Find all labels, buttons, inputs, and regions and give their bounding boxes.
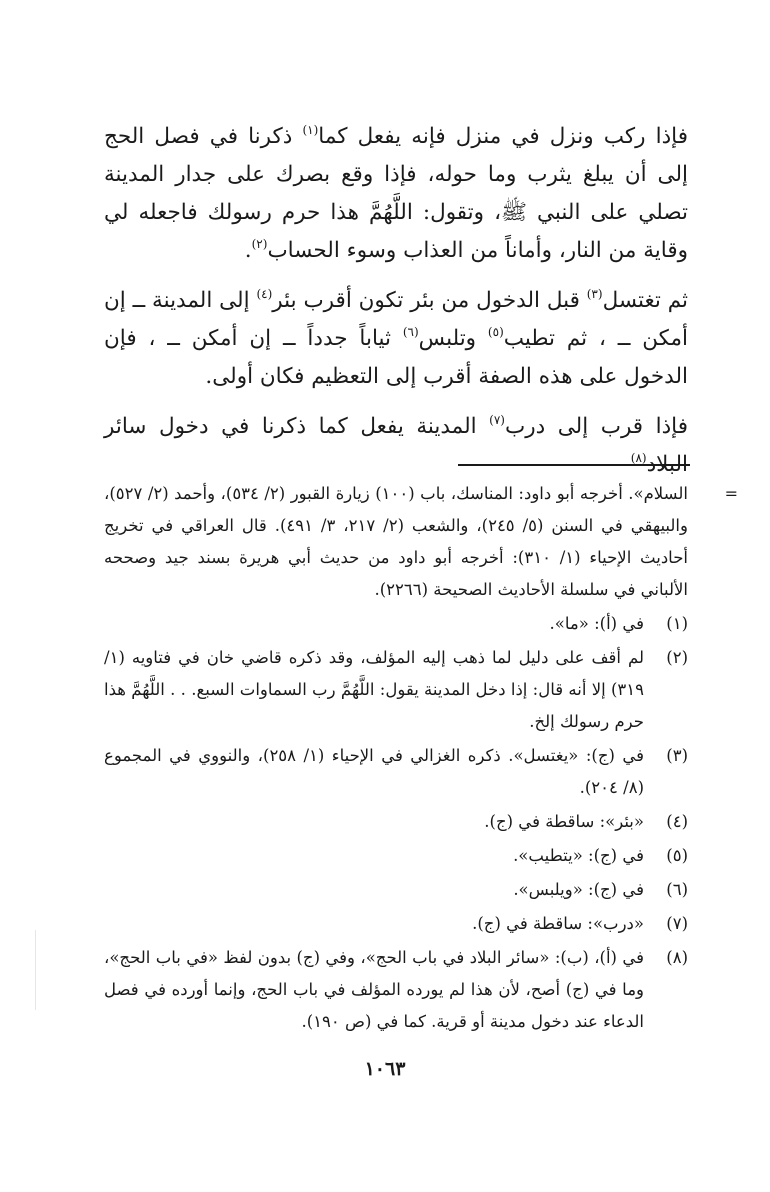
footnotes — [104, 478, 738, 1040]
footnote-number: (١) — [666, 614, 688, 633]
text-run: قبل الدخول من بئر تكون أقرب بئر — [272, 288, 587, 313]
continuation-mark: = — [724, 484, 738, 503]
footnote-number: (٥) — [666, 846, 688, 865]
footnote-marker[interactable]: (٢) — [251, 237, 268, 251]
footnote-number: (٤) — [666, 812, 688, 831]
footnote-text: «درب»: ساقطة في (ج). — [472, 914, 644, 933]
footnote-text: في (ج): «يتطيب». — [513, 846, 644, 865]
text-run: . — [244, 238, 252, 263]
text-run: فإذا ركب ونزل في منزل فإنه يفعل كما — [318, 124, 688, 149]
footnote-8 — [104, 942, 688, 1038]
footnote-text: لم أقف على دليل لما ذهب إليه المؤلف، وقد ذكره قاضي خان في فتاويه (١/ ٣١٩) إلا أنه قال: إذا دخل المدينة يقول: اللَّهُمَّ رب السماوات السبع. . . اللَّهُمَّ هذا حرم رسولك إلخ. — [104, 648, 644, 731]
footnote-number: (٧) — [666, 914, 688, 933]
text-run: ثياباً جدداً ــ إن أمكن ــ ، فإن الدخول على هذه الصفة أقرب إلى التعظيم فكان أولى. — [104, 326, 688, 389]
footnote-5 — [104, 840, 688, 872]
text-run: إلى المدينة ــ إن أمكن ــ ، ثم تطيب — [104, 288, 688, 351]
text-run: المدينة يفعل كما ذكرنا في دخول سائر البلاد — [104, 414, 688, 477]
footnote-text: السلام». أخرجه أبو داود: المناسك، باب (١٠٠) زيارة القبور (٢/ ٥٣٤)، وأحمد (٢/ ٥٢٧)، والبيهقي في السنن (٥/ ٢٤٥)، والشعب (٢/ ٢١٧، ٣/ ٤٩١). قال العراقي في تخريج أحاديث الإحياء (١/ ٣١٠): أخرجه أبو داود من حديث أبي هريرة بسند جيد وصححه الألباني في سلسلة الأحاديث الصحيحة (٢٢٦٦). — [104, 484, 688, 599]
footnote-separator — [458, 464, 690, 466]
footnote-marker[interactable]: (٤) — [256, 287, 273, 301]
footnote-6 — [104, 874, 688, 906]
main-text — [104, 118, 688, 484]
footnote-1 — [104, 608, 688, 640]
footnote-2 — [104, 642, 688, 738]
footnote-text: «بئر»: ساقطة في (ج). — [484, 812, 644, 831]
footnote-3 — [104, 740, 688, 804]
footnote-number: (٢) — [666, 648, 688, 667]
text-run: فإذا قرب إلى درب — [504, 414, 688, 439]
footnote-text: في (ج): «ويلبس». — [513, 880, 644, 899]
paragraph-3 — [104, 408, 688, 484]
footnote-4 — [104, 806, 688, 838]
footnote-text: في (أ): «ما». — [549, 614, 644, 633]
footnote-marker[interactable]: (٨) — [630, 451, 647, 465]
text-run: ثم تغتسل — [602, 288, 689, 313]
footnote-marker[interactable]: (٧) — [489, 413, 505, 427]
footnote-marker[interactable]: (١) — [302, 123, 319, 137]
paragraph-1 — [104, 118, 688, 270]
footnote-marker[interactable]: (٦) — [402, 325, 419, 339]
text-run: وتلبس — [418, 326, 488, 351]
paragraph-2 — [104, 282, 688, 396]
footnote-marker[interactable]: (٥) — [487, 325, 504, 339]
footnote-marker[interactable]: (٣) — [586, 287, 603, 301]
text-run: ذكرنا في فصل الحج إلى أن يبلغ يثرب وما حوله، فإذا وقع بصرك على جدار المدينة تصلي على النبي ﷺ، وتقول: اللَّهُمَّ هذا حرم رسولك فاجعله لي وقاية من النار، وأماناً من العذاب وسوء الحساب — [104, 124, 688, 263]
footnote-number: (٣) — [666, 746, 688, 765]
footnote-number: (٨) — [666, 948, 688, 967]
footnote-text: في (أ)، (ب): «سائر البلاد في باب الحج»، وفي (ج) بدون لفظ «في باب الحج»، وما في (ج) أصح، لأن هذا لم يورده المؤلف في باب الحج، وإنما أورده في فصل الدعاء عند دخول مدينة أو قرية. كما في (ص ١٩٠). — [104, 948, 644, 1031]
footnote-number: (٦) — [666, 880, 688, 899]
footnote-7 — [104, 908, 688, 940]
margin-guide-line — [35, 930, 36, 1010]
page-number: ١٠٦٣ — [364, 1058, 406, 1080]
footnote-continuation — [104, 478, 738, 606]
footnote-text: في (ج): «يغتسل». ذكره الغزالي في الإحياء (١/ ٢٥٨)، والنووي في المجموع (٨/ ٢٠٤). — [104, 746, 645, 797]
